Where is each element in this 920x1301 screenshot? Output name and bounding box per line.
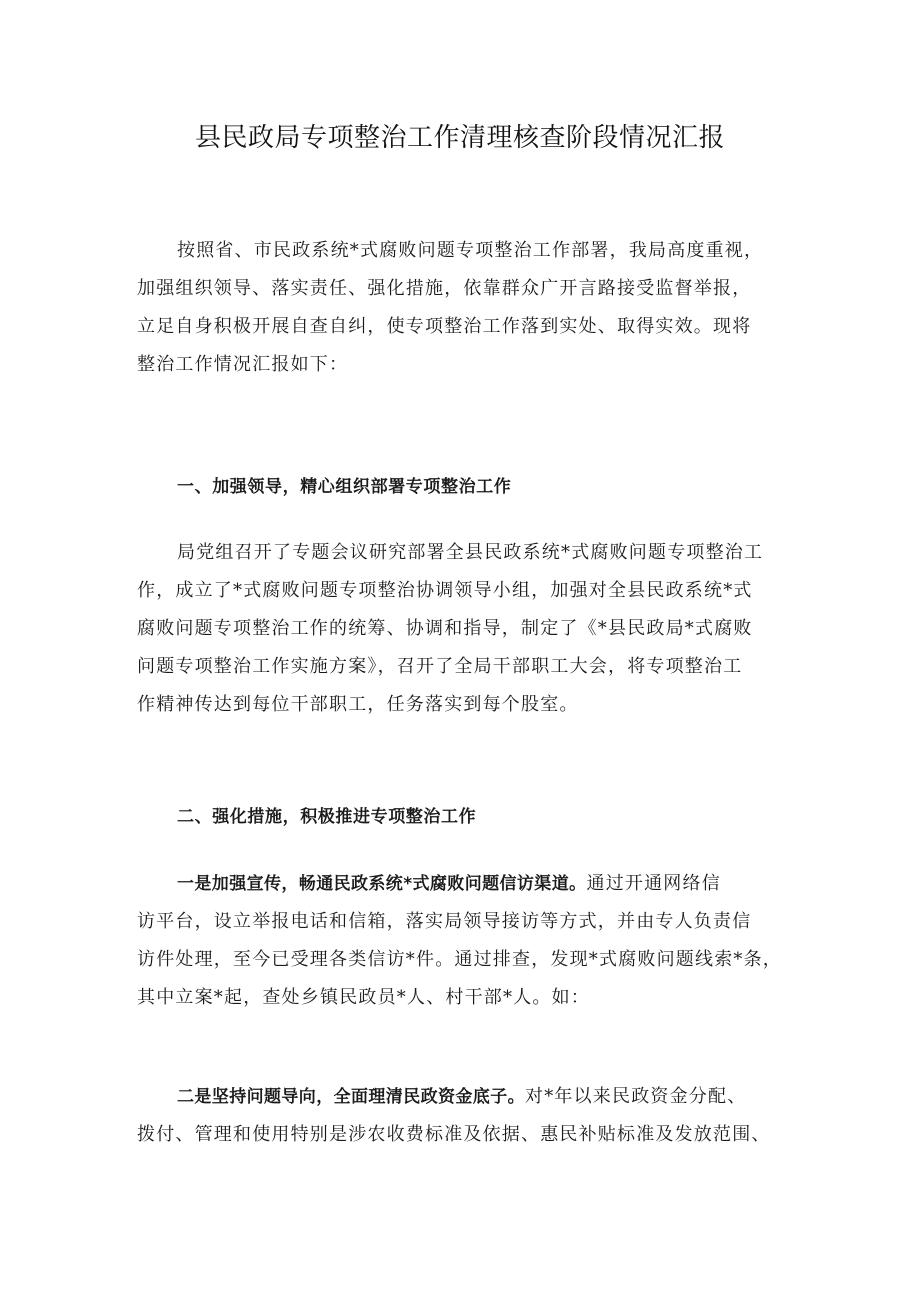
section1-line: 作，成立了*式腐败问题专项整治协调领导小组，加强对全县民政系统*式 (137, 580, 753, 601)
section2-item1-lead: 一是加强宣传，畅通民政系统*式腐败问题信访渠道。 (177, 874, 587, 894)
section2-item1-line: 访件处理，至今已受理各类信访*件。通过排查，发现*式腐败问题线索*条， (137, 949, 782, 970)
section2-item2-line: 拨付、管理和使用特别是涉农收费标准及依据、惠民补贴标准及发放范围、 (137, 1124, 771, 1145)
intro-line: 立足自身积极开展自查自纠，使专项整治工作落到实处、取得实效。现将 (137, 316, 752, 337)
section2-heading: 二、强化措施，积极推进专项整治工作 (177, 807, 477, 827)
section1-line: 腐败问题专项整治工作的统筹、协调和指导，制定了《*县民政局*式腐败 (137, 618, 753, 639)
section2-item1-paragraph (137, 865, 797, 1017)
section2-item2-paragraph (137, 1078, 797, 1154)
section1-paragraph (137, 534, 797, 724)
intro-paragraph (137, 232, 797, 384)
section1-line: 问题专项整治工作实施方案》，召开了全局干部职工大会，将专项整治工 (137, 656, 743, 677)
section1-heading: 一、加强领导，精心组织部署专项整治工作 (177, 477, 512, 497)
section2-item2-lead: 二是坚持问题导向，全面理清民政资金底子。 (177, 1087, 525, 1107)
section2-item2-first-line (137, 1078, 797, 1116)
section1-line: 作精神传达到每位干部职工，任务落实到每个股室。 (137, 694, 579, 715)
section2-item1-line: 其中立案*起，查处乡镇民政员*人、村干部*人。如： (137, 987, 590, 1008)
intro-line: 整治工作情况汇报如下： (137, 354, 349, 375)
section2-item1-first-rest: 通过开通网络信 (586, 873, 721, 894)
document-title: 县民政局专项整治工作清理核查阶段情况汇报 (194, 123, 725, 153)
intro-line: 按照省、市民政系统*式腐败问题专项整治工作部署，我局高度重视， (177, 240, 764, 261)
section1-line: 局党组召开了专题会议研究部署全县民政系统*式腐败问题专项整治工 (177, 542, 764, 563)
section2-item1-first-line (137, 865, 797, 903)
intro-line: 加强组织领导、落实责任、强化措施，依靠群众广开言路接受监督举报， (137, 278, 752, 299)
section2-item2-first-rest: 对*年以来民政资金分配、 (525, 1086, 747, 1107)
section2-item1-line: 访平台，设立举报电话和信箱，落实局领导接访等方式，并由专人负责信 (137, 911, 752, 932)
